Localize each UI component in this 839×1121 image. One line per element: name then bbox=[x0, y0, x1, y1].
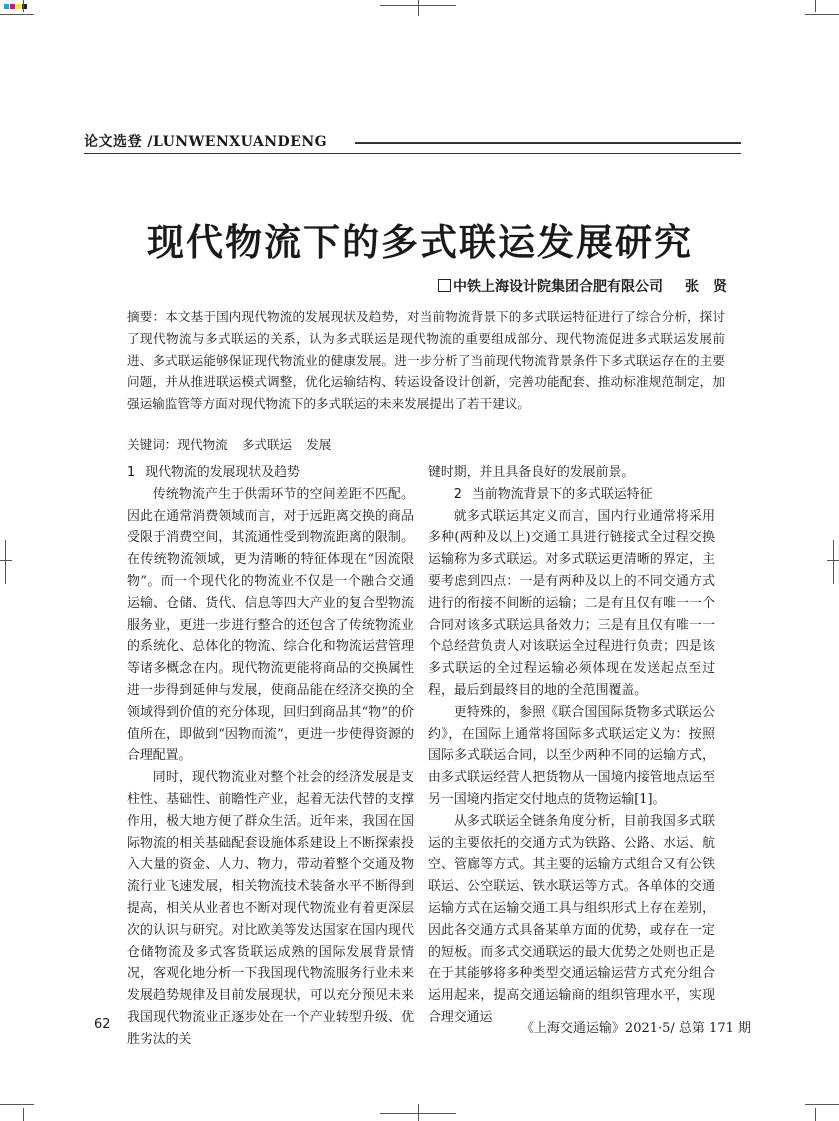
keywords bbox=[127, 436, 725, 454]
author-name: 张贤 bbox=[685, 279, 741, 295]
page-number: 62 bbox=[94, 1017, 111, 1032]
crop-mark bbox=[23, 0, 24, 12]
crop-mark bbox=[815, 1108, 816, 1121]
author-affiliation: 中铁上海设计院集团合肥有限公司 bbox=[453, 279, 663, 295]
paragraph: 从多式联运全链条角度分析，目前我国多式联运的主要依托的交通方式为铁路、公路、水运、航空、管廊等方式。其主要的运输方式组合又有公铁联运、公空联运、铁水联运等方式。各单体的交通运输方式在运输交通工具与组织形式上存在差别，因此各交通方式具备某单方面的优势，或存在一定的短板。而多式交通联运的最大优势之处则也正是在于其能够将多种类型交通运输运营方式充分组合运用起来，提高交通运输商的组织管理水平，实现合理交通运 bbox=[428, 813, 715, 1025]
crop-mark bbox=[833, 540, 834, 584]
paragraph-continuation: 键时期，并且具备良好的发展前景。 bbox=[428, 465, 635, 480]
crop-mark bbox=[0, 14, 34, 15]
journal-citation: 《上海交通运输》2021·5/ 总第 171 期 bbox=[520, 1021, 751, 1036]
keyword: 现代物流 bbox=[177, 437, 228, 452]
section-number: 1 bbox=[127, 465, 136, 480]
keyword: 发展 bbox=[306, 437, 332, 452]
header-rule-thin bbox=[84, 153, 741, 154]
author-line bbox=[438, 276, 741, 296]
section-heading bbox=[127, 462, 414, 484]
paragraph: 更特殊的，参照《联合国国际货物多式联运公约》，在国际上通常将国际多式联运定义为：按照国际多式联运合同，以至少两种不同的运输方式，由多式联运经营人把货物从一国境内接管地点运至另一国境内指定交付地点的货物运输[1]。 bbox=[428, 704, 715, 807]
section-title: 当前物流背景下的多式联运特征 bbox=[472, 486, 653, 502]
header-rule bbox=[355, 142, 741, 144]
abstract: 摘要：本文基于国内现代物流的发展现状及趋势，对当前物流背景下的多式联运特征进行了综合分析，探讨了现代物流与多式联运的关系，认为多式联运是现代物流的重要组成部分、现代物流促进多式联运发展前进、多式联运能够保证现代物流业的健康发展。进一步分析了当前现代物流背景条件下多式联运存在的主要问题，并从推进联运模式调整，优化运输结构、转运设备设计创新，完善功能配套、推动标准规范制定，加强运输监管等方面对现代物流下的多式联运的未来发展提出了若干建议。 bbox=[127, 309, 725, 412]
section-title: 现代物流的发展现状及趋势 bbox=[145, 465, 300, 480]
crop-mark bbox=[418, 1104, 419, 1121]
paragraph: 传统物流产生于供需环节的空间差距不匹配。因此在通常消费领域而言，对于远距离交换的商品受限于消费空间，其流通性受到物流距离的限制。在传统物流领域，更为清晰的特征体现在“因流限物”。而一个现代化的物流业不仅是一个融合交通运输、仓储、货代、信息等四大产业的复合型物流服务业，更进一步进行整合的还包含了传统物流业的系统化、总体化的物流、综合化和物流运营管理等诸多概念在内。现代物流更能将商品的交换属性进一步得到延伸与发展，使商品能在经济交换的全领域得到价值的充分体现，回归到商品其“物”的价值所在，即做到“因物而流”，更进一步使得资源的合理配置。 bbox=[127, 486, 414, 764]
body-column-right bbox=[428, 462, 715, 1029]
keyword: 多式联运 bbox=[241, 437, 293, 452]
crop-mark bbox=[805, 14, 839, 15]
crop-mark bbox=[805, 1104, 839, 1105]
paragraph: 同时，现代物流业对整个社会的经济发展是支柱性、基础性、前瞻性产业，起着无法代替的支撑作用，极大地方便了群众生活。近年来，我国在国际物流的相关基础配套设施体系建设上不断探索投入大量的资金、人力、物力，带动着整个交通及物流行业飞速发展，相关物流技术装备水平不断得到提高，相关从业者也不断对现代物流业有着更深层次的认识与研究。对比欧美等发达国家在国内现代仓储物流及多式客货联运成熟的国际发展背景情况，客观化地分析一下我国现代物流服务行业未来发展趋势规律及目前发展现状，可以充分预见未来我国现代物流业正逐步处在一个产业转型升级、优胜劣汰的关 bbox=[127, 770, 414, 1047]
section-header-label: 论文选登 /LUNWENXUANDENG bbox=[84, 134, 328, 150]
body-column-left bbox=[127, 462, 414, 1051]
crop-mark bbox=[418, 0, 419, 16]
paragraph: 就多式联运其定义而言，国内行业通常将采用多种(两种及以上)交通工具进行链接式全过程交换运输称为多式联运。对多式联运更清晰的界定，主要考虑到四点：一是有两种及以上的不同交通方式进行的衔接不间断的运输；二是有且仅有唯一一个合同对该多式联运具备效力；三是有且仅有唯一一个总经营负责人对该联运全过程进行负责；四是该多式联运的全过程运输必须体现在发送起点至过程，最后到最终目的地的全范围覆盖。 bbox=[428, 508, 715, 698]
section-heading bbox=[428, 484, 715, 506]
crop-mark bbox=[815, 0, 816, 12]
article-title: 现代物流下的多式联运发展研究 bbox=[147, 221, 693, 264]
crop-mark bbox=[0, 560, 12, 561]
keywords-label: 关键词： bbox=[127, 437, 178, 452]
crop-mark bbox=[23, 1108, 24, 1121]
color-registration-swatches bbox=[4, 2, 28, 11]
crop-mark bbox=[5, 540, 6, 584]
section-number: 2 bbox=[453, 486, 462, 502]
crop-mark bbox=[0, 1104, 34, 1105]
square-bullet-icon bbox=[438, 279, 451, 292]
